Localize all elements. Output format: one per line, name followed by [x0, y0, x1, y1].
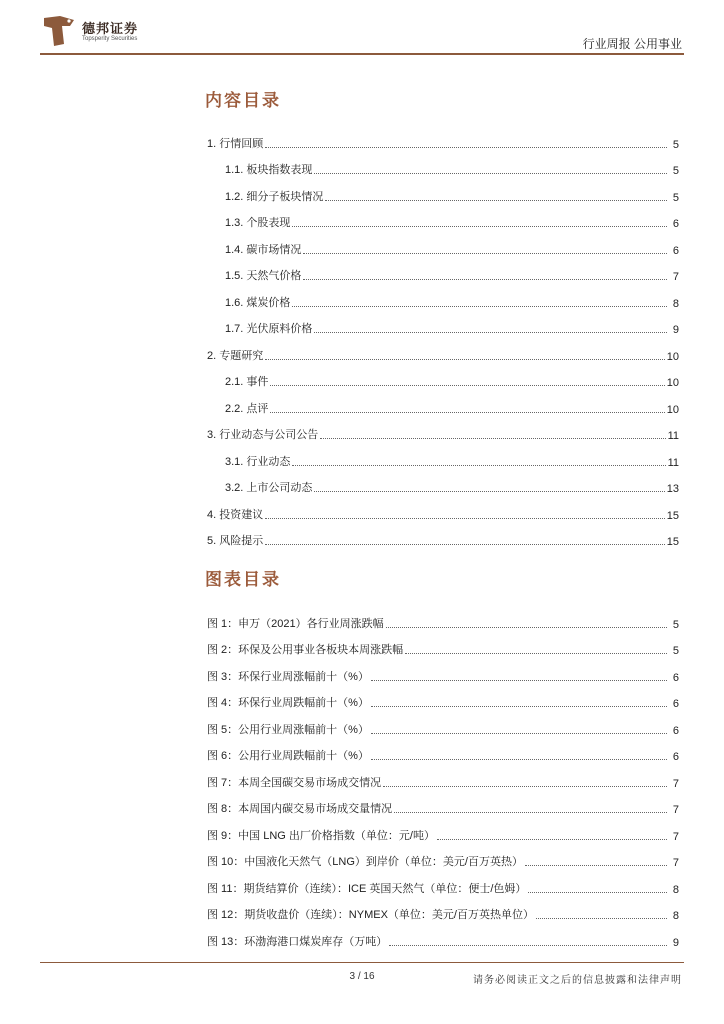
page-number: 3 / 16 [349, 971, 375, 982]
toc-entry[interactable] [207, 310, 679, 337]
header-divider [40, 53, 684, 55]
figure-entry-page: 7 [672, 804, 679, 816]
toc-entry-page: 8 [672, 297, 679, 310]
dot-leader [303, 253, 667, 254]
dot-leader [270, 385, 664, 386]
dot-leader [371, 733, 667, 734]
toc-entry-title: 1.2. 细分子板块情况 [225, 190, 324, 203]
dot-leader [536, 918, 667, 919]
dot-leader [292, 226, 667, 227]
figure-entry[interactable] [207, 816, 679, 843]
footer-divider [40, 962, 684, 963]
figure-entry-page: 6 [672, 698, 679, 710]
figure-entry-title: 图 1：申万（2021）各行业周涨跌幅 [207, 617, 384, 630]
toc-entry-title: 4. 投资建议 [207, 508, 264, 521]
toc-entry-title: 1.6. 煤炭价格 [225, 296, 291, 309]
figure-entry[interactable] [207, 843, 679, 870]
dot-leader [292, 306, 667, 307]
toc-entry[interactable] [207, 495, 679, 522]
toc-entry[interactable] [207, 336, 679, 363]
toc-entry-title: 1.7. 光伏原料价格 [225, 323, 313, 335]
figure-entry-page: 6 [672, 724, 679, 737]
toc-entry[interactable] [207, 124, 679, 151]
footer-disclaimer: 请务必阅读正文之后的信息披露和法律声明 [473, 975, 682, 986]
dot-leader [394, 812, 667, 813]
dot-leader [265, 147, 667, 148]
dot-leader [386, 627, 667, 628]
toc-entry[interactable] [207, 230, 679, 257]
figure-entry[interactable] [207, 922, 679, 949]
dot-leader [314, 173, 667, 174]
figure-entry-title: 图 8：本周国内碳交易市场成交量情况 [207, 803, 393, 815]
figure-entry-page: 7 [672, 777, 679, 790]
figure-entry-page: 9 [672, 936, 679, 949]
figure-entry-page: 7 [672, 857, 679, 869]
figure-entry[interactable] [207, 684, 679, 711]
toc-entry-page: 7 [672, 271, 679, 283]
dot-leader [314, 332, 667, 333]
toc-entry[interactable] [207, 363, 679, 390]
toc-entry-page: 10 [666, 377, 679, 389]
figure-entry-page: 5 [672, 645, 679, 657]
figure-entry[interactable] [207, 896, 679, 923]
toc-entry[interactable] [207, 416, 679, 443]
figure-entry-title: 图 2：环保及公用事业各板块本周涨跌幅 [207, 644, 404, 656]
dot-leader [325, 200, 667, 201]
dot-leader [371, 759, 667, 760]
toc-entry-title: 2.1. 事件 [225, 376, 269, 388]
toc-entry[interactable] [207, 204, 679, 231]
figure-entry-title: 图 7：本周全国碳交易市场成交情况 [207, 776, 382, 789]
figure-entry[interactable] [207, 710, 679, 737]
toc-entry-page: 11 [667, 430, 679, 442]
toc-entry-page: 6 [672, 244, 679, 257]
toc-entry[interactable] [207, 151, 679, 178]
logo-subtext: Topsperity Securities [82, 36, 138, 42]
toc-entry-page: 11 [667, 456, 679, 469]
toc-entry-title: 1.3. 个股表现 [225, 217, 291, 229]
figure-entry-page: 8 [672, 883, 679, 896]
company-logo [40, 14, 160, 48]
toc-entry[interactable] [207, 257, 679, 284]
dot-leader [270, 412, 664, 413]
figure-entry-page: 6 [672, 751, 679, 763]
dot-leader [320, 438, 665, 439]
toc-entry-page: 15 [666, 536, 679, 548]
figure-entry-title: 图 13：环渤海港口煤炭库存（万吨） [207, 935, 388, 948]
figure-entry-title: 图 4：环保行业周跌幅前十（%） [207, 697, 369, 709]
toc-entry-title: 2.2. 点评 [225, 402, 269, 415]
dot-leader [303, 279, 667, 280]
figure-entry-page: 7 [672, 830, 679, 843]
figure-entry[interactable] [207, 790, 679, 817]
toc-entry-title: 3.1. 行业动态 [225, 455, 291, 468]
dot-leader [525, 865, 667, 866]
figure-entry[interactable] [207, 631, 679, 658]
figures-title: 图表目录 [205, 570, 281, 589]
figure-entry-page: 5 [672, 618, 679, 631]
figure-entry-title: 图 6：公用行业周跌幅前十（%） [207, 750, 369, 762]
figure-entry-page: 8 [672, 910, 679, 922]
toc-entry-title: 3. 行业动态与公司公告 [207, 429, 319, 441]
toc-entry-page: 9 [672, 324, 679, 336]
figure-entry-title: 图 10：中国液化天然气（LNG）到岸价（单位：美元/百万英热） [207, 856, 523, 868]
toc-entry-title: 1.5. 天然气价格 [225, 270, 302, 282]
dot-leader [437, 839, 667, 840]
figure-entry-title: 图 11：期货结算价（连续）：ICE 英国天然气（单位：便士/色姆） [207, 882, 527, 895]
toc-entry[interactable] [207, 177, 679, 204]
dot-leader [314, 491, 664, 492]
dot-leader [265, 359, 665, 360]
report-category: 行业周报 公用事业 [582, 37, 682, 51]
dot-leader [528, 892, 667, 893]
figure-entry[interactable] [207, 869, 679, 896]
dot-leader [265, 518, 665, 519]
toc-entry[interactable] [207, 469, 679, 496]
figure-entry[interactable] [207, 604, 679, 631]
dot-leader [389, 945, 667, 946]
figure-entry-title: 图 5：公用行业周涨幅前十（%） [207, 723, 369, 736]
page-header [0, 0, 724, 60]
toc-entry[interactable] [207, 389, 679, 416]
toc-entry[interactable] [207, 442, 679, 469]
logo-mark-icon [40, 14, 78, 48]
toc-entry-title: 2. 专题研究 [207, 349, 264, 362]
toc-entry-title: 3.2. 上市公司动态 [225, 482, 313, 494]
figure-entry-title: 图 9：中国 LNG 出厂价格指数（单位：元/吨） [207, 829, 435, 842]
contents-title: 内容目录 [205, 91, 281, 110]
figure-entry-title: 图 12：期货收盘价（连续）：NYMEX（单位：美元/百万英热单位） [207, 909, 534, 921]
dot-leader [292, 465, 665, 466]
figure-entry[interactable] [207, 657, 679, 684]
table-of-contents [207, 124, 679, 548]
logo-text: 德邦证券 [82, 21, 139, 36]
toc-entry-title: 1.4. 碳市场情况 [225, 243, 302, 256]
toc-entry[interactable] [207, 522, 679, 549]
dot-leader [371, 706, 667, 707]
toc-entry-page: 13 [666, 483, 679, 495]
toc-entry-title: 5. 风险提示 [207, 535, 264, 547]
list-of-figures [207, 604, 679, 949]
toc-entry-page: 10 [666, 350, 679, 363]
toc-entry-page: 5 [672, 138, 679, 151]
figure-entry[interactable] [207, 737, 679, 764]
toc-entry-page: 5 [672, 191, 679, 204]
toc-entry-title: 1. 行情回顾 [207, 137, 264, 150]
toc-entry[interactable] [207, 283, 679, 310]
toc-entry-page: 6 [672, 218, 679, 230]
toc-entry-page: 5 [672, 165, 679, 177]
dot-leader [405, 653, 667, 654]
dot-leader [371, 680, 667, 681]
figure-entry-title: 图 3：环保行业周涨幅前十（%） [207, 670, 369, 683]
figure-entry[interactable] [207, 763, 679, 790]
toc-entry-page: 15 [666, 509, 679, 522]
dot-leader [383, 786, 667, 787]
toc-entry-page: 10 [666, 403, 679, 416]
dot-leader [265, 544, 665, 545]
figure-entry-page: 6 [672, 671, 679, 684]
toc-entry-title: 1.1. 板块指数表现 [225, 164, 313, 176]
